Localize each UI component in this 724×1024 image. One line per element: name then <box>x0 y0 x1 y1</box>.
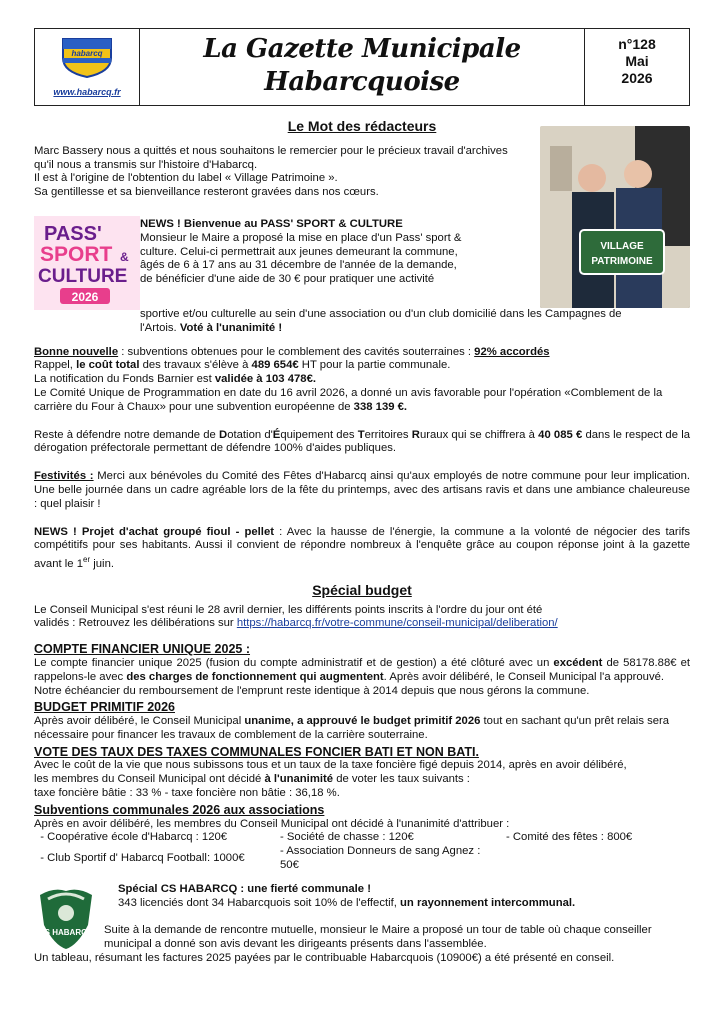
budget-heading: Spécial budget <box>312 581 412 598</box>
cs-section: CS HABARCQ Spécial CS HABARCQ : une fierté communale ! 343 licenciés dont 34 Habarcquois soit 10% de l'effectif, un rayonnement intercommunal. Suite à la demande de rencontre mutuelle, monsieur le Maire a proposé un tour de table où chaque conseiller municipal a donné son avis devant les dirigeants présents dans l'assemblée. Un tableau, résumant les factures 2025 payées par le contribuable Habarcquois (10900€) a été présenté en conseil. <box>34 883 690 966</box>
website-link[interactable]: www.habarcq.fr <box>53 87 121 98</box>
issue-number: n°128 <box>618 36 656 52</box>
pass-l5: sportive et/ou culturelle au sein d'une association ou d'un club domicilié dans les Campagnes de <box>140 308 622 320</box>
gazette-title-line2: Habarcquoise <box>264 67 460 97</box>
gazette-title-line1: La Gazette Municipale <box>203 34 521 64</box>
svg-text:2026: 2026 <box>71 290 99 304</box>
pass-l2: culture. Celui-ci permettrait aux jeunes demeurant la commune, <box>140 245 458 258</box>
taux-heading: VOTE DES TAUX DES TAXES COMMUNALES FONCIER BATI ET NON BATI. <box>34 744 479 759</box>
pass-sport-culture-logo <box>34 216 140 310</box>
subv-heading: Subventions communales 2026 aux associations <box>34 802 325 817</box>
bonne-nouvelle-section: Bonne nouvelle : subventions obtenues pour le comblement des cavités souterraines : 92% accordés Rappel, le coût total des travaux s'élève à 489 654€ HT pour la partie communale. La notification du Fonds Barnier est validée à 103 478€. Le Comité Unique de Programmation en date du 16 avril 2026, a donné un avis favorable pour l'opération «Comblement de la carrière du Four à Chaux» pour une subvention européenne de 338 139 €. <box>34 345 663 413</box>
svg-text:PASS': PASS' <box>44 223 102 245</box>
budget-intro: Le Conseil Municipal s'est réuni le 28 avril dernier, les différents points inscrits à l'ordre du jour ont été validés : Retrouvez les délibérations sur https://habarcq.fr/votre-commune/conseil-municipal/deliberation/ <box>34 603 558 630</box>
habarcq-shield-logo <box>59 36 115 78</box>
logo-cell <box>35 29 140 105</box>
issue-year: 2026 <box>621 70 653 86</box>
table-row: - Club Sportif d' Habarcq Football: 1000€ - Association Donneurs de sang Agnez : 50€ <box>34 845 481 872</box>
pass-l6a: l'Artois. <box>140 321 180 334</box>
gazette-page <box>34 28 690 966</box>
mot-p3: Sa gentillesse et sa bienveillance resteront gravées dans nos cœurs. <box>34 186 379 199</box>
title-cell <box>140 29 585 105</box>
cs-tableau: Un tableau, résumant les factures 2025 payées par le contribuable Habarcquois (10900€) a été présenté en conseil. <box>34 952 615 965</box>
deliberation-link[interactable]: https://habarcq.fr/votre-commune/conseil-municipal/deliberation/ <box>236 617 558 630</box>
bonne-label: Bonne nouvelle <box>34 345 119 358</box>
pass-l1: Monsieur le Maire a proposé la mise en place d'un Pass' sport & <box>140 231 462 244</box>
pass-vote: Voté à l'unanimité ! <box>179 321 283 334</box>
festivites-paragraph: Festivités : Merci aux bénévoles du Comité des Fêtes d'Habarcq ainsi qu'aux employés de notre commune pour leur implication. Une belle journée dans un cadre agréable lors de la fête du printemps, avec des artisans ravis et dans une ambiance chaleureuse : quel plaisir ! <box>34 470 690 510</box>
issue-cell <box>585 29 689 105</box>
mot-heading: Le Mot des rédacteurs <box>287 118 437 134</box>
svg-text:CULTURE: CULTURE <box>38 266 128 287</box>
cs-title: Spécial CS HABARCQ : une fierté communale ! <box>118 882 371 895</box>
svg-text:&: & <box>120 250 129 264</box>
subv-section: Subventions communales 2026 aux associations Après en avoir délibéré, les membres du Conseil Municipal ont décidé à l'unanimité d'attribuer : - Coopérative école d'Habarcq : 120€ - Société de chasse : 120€ - Comité des fêtes : 800€ - Club Sportif d' Habarcq Football: 1000€ - Association Donneurs de sang Agnez : 50€ <box>34 804 690 873</box>
sign-line2: PATRIMOINE <box>591 256 653 267</box>
pass-l3: âgés de 6 à 17 ans au 31 décembre de l'année de la demande, <box>140 259 457 272</box>
fioul-paragraph: NEWS ! Projet d'achat groupé fioul - pellet : Avec la hausse de l'énergie, la commune a la volonté de négocier des tarifs compétitifs pour ses habitants. Aussi il convient de répondre nombreux à l'enquête grâce au coupon réponse joint à la gazette avant le 1er juin. <box>34 525 690 570</box>
table-row: - Coopérative école d'Habarcq : 120€ - Société de chasse : 120€ - Comité des fêtes : 800€ <box>34 831 633 844</box>
pass-l4: de bénéficier d'une aide de 30 € pour pratiquer une activité <box>140 273 435 286</box>
subv-table <box>34 831 642 872</box>
cfu-heading: COMPTE FINANCIER UNIQUE 2025 : <box>34 642 251 657</box>
bonne-pct: 92% accordés <box>474 345 550 358</box>
pass-title: NEWS ! Bienvenue au PASS' SPORT & CULTURE <box>140 218 403 230</box>
cs-habarcq-logo <box>34 885 98 951</box>
svg-text:SPORT: SPORT <box>40 243 113 266</box>
mayor-photo <box>540 126 690 308</box>
cfu-section: COMPTE FINANCIER UNIQUE 2025 : Le compte financier unique 2025 (fusion du compte administratif et de gestion) a été clôturé avec un excédent de 58178.88€ et rappelons-le avec des charges de fonctionnement qui augmentent. Après avoir délibéré, le Conseil Municipal l'a approuvé. Notre échéancier du remboursement de l'emprunt reste identique à 2014 depuis que nous gérons la commune. <box>34 642 690 697</box>
bp-section: BUDGET PRIMITIF 2026 Après avoir délibéré, le Conseil Municipal unanime, a approuvé le budget primitif 2026 tout en sachant qu'un prêt relais sera nécessaire pour financer les travaux de comblement de la carrière souterraine. <box>34 701 690 742</box>
bp-heading: BUDGET PRIMITIF 2026 <box>34 700 175 715</box>
photo-illustration <box>540 126 690 308</box>
mot-p1: Marc Bassery nous a quittés et nous souhaitons le remercier pour le précieux travail d'archives qu'il nous a transmis sur l'histoire d'Habarcq. <box>34 144 508 171</box>
logo-text: habarcq <box>71 49 103 58</box>
taux-section: VOTE DES TAUX DES TAXES COMMUNALES FONCIER BATI ET NON BATI. Avec le coût de la vie que nous subissons tous et un taux de la taxe foncière figé depuis 2014, après en avoir délibéré, les membres du Conseil Municipal ont décidé à l'unanimité de voter les taux suivants : taxe foncière bâtie : 33 % - taxe foncière non bâtie : 36,18 %. <box>34 746 690 801</box>
issue-month: Mai <box>625 53 649 69</box>
mot-section <box>34 120 690 320</box>
sign-line1: VILLAGE <box>600 241 644 252</box>
masthead <box>34 28 690 106</box>
detr-paragraph: Reste à défendre notre demande de Dotation d'Équipement des Territoires Ruraux qui se chiffrera à 40 085 € dans le respect de la dérogation préfectorale permettant de défendre 100% d'aides publiques. <box>34 428 690 455</box>
mot-p2: Il est à l'origine de l'obtention du label « Village Patrimoine ». <box>34 172 338 185</box>
svg-text:CS HABARCQ: CS HABARCQ <box>38 927 94 937</box>
